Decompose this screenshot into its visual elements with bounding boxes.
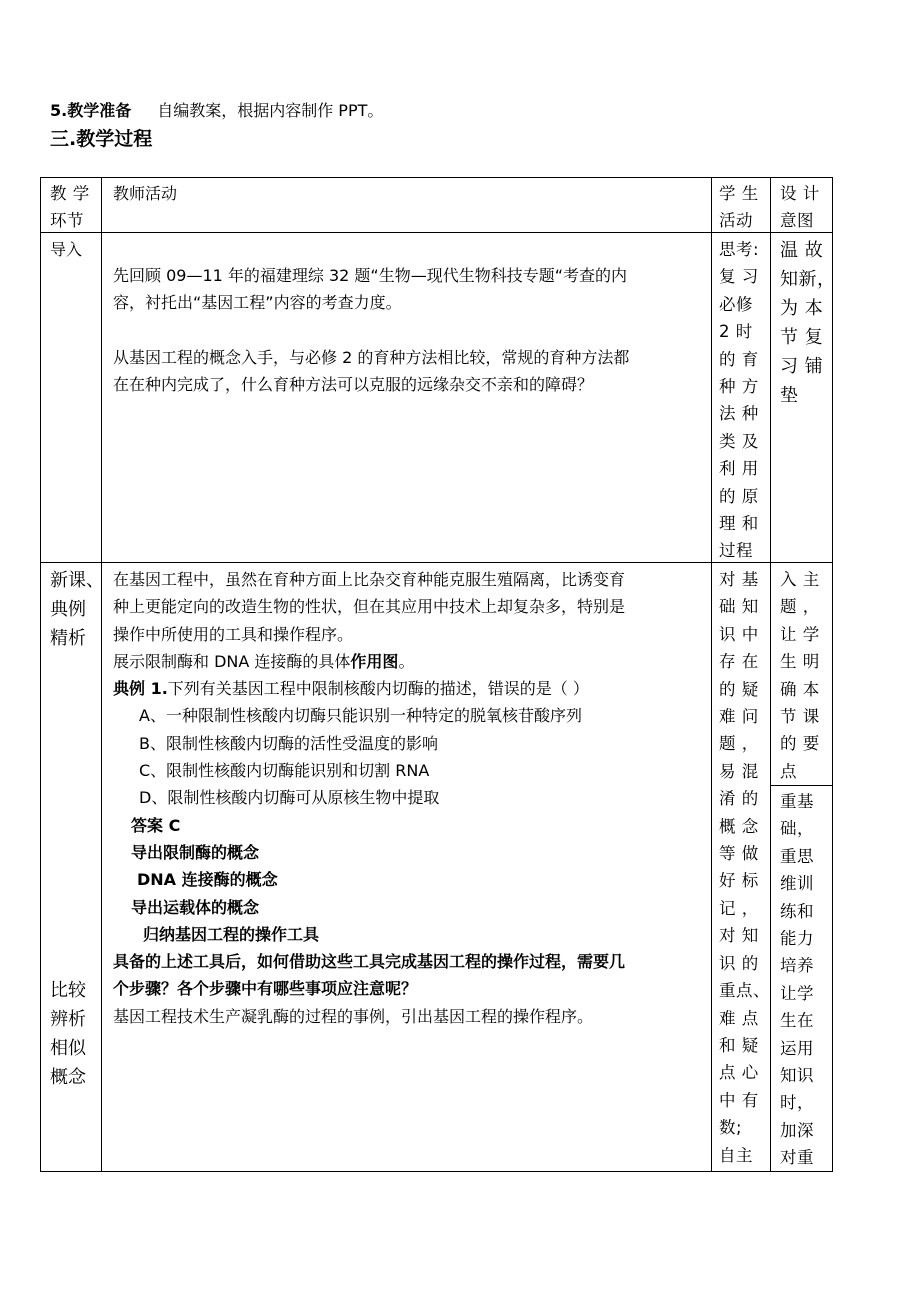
row1-section-label: 导入: [50, 240, 83, 259]
row1-design-text: 温 故 知新， 为 本 节 复 习 铺 垫: [780, 240, 836, 406]
example-question: 典例 1.下列有关基因工程中限制核酸内切酶的描述，错误的是（ ）: [113, 679, 589, 699]
teaching-prep-label: 5.教学准备: [50, 101, 132, 120]
row2-design-text-b: 重基 础， 重思 维训 练和 能力 培养 让学 生在 运用 知识 时， 加深 对重: [780, 792, 814, 1168]
section-title: 三.教学过程: [50, 128, 153, 150]
question-line: 具备的上述工具后，如何借助这些工具完成基因工程的操作过程，需要几: [113, 952, 626, 972]
row1-student-text: 思考: 复 习 必修 2 时 的 育 种 方 法 种 类 及 利 用 的 原 理 和 过程: [719, 240, 760, 561]
header-cell-teacher: [101, 177, 712, 233]
option-b: B、限制性核酸内切酶的活性受温度的影响: [139, 733, 438, 753]
intro-line: 操作中所使用的工具和操作程序。: [113, 624, 354, 644]
intro-line: 在基因工程中，虽然在育种方面上比杂交育种能克服生殖隔离，比诱变育: [113, 570, 626, 589]
lead-dna-ligase: DNA 连接酶的概念: [137, 870, 278, 890]
header-student-label: 学 生 活动: [719, 184, 759, 231]
row2-section-label-b: 比较 辨析 相似 概念: [50, 980, 86, 1088]
show-diagram-line: 展示限制酶和 DNA 连接酶的具体作用图。: [113, 651, 415, 671]
row1-teacher-text: 先回顾 09—11 年的福建理综 32 题“生物—现代生物科技专题“考查的内 容，衬托出“基因工程”内容的考查力度。 从基因工程的概念入手，与必修 2 的育种方法相比较，常规的育种方法都 在在种内完成了，什么育种方法可以克服的远缘杂交不亲和的障碍？: [113, 266, 630, 394]
row2-teacher-text: [113, 566, 709, 1030]
lead-vector: 导出运载体的概念: [131, 897, 260, 917]
teaching-prep-text: 自编教案，根据内容制作 PPT。: [157, 101, 384, 120]
option-d: D、限制性核酸内切酶可从原核生物中提取: [139, 788, 440, 808]
lead-restriction-enzyme: 导出限制酶的概念: [131, 842, 260, 862]
row2-section-label-a: 新课、 典例 精析: [50, 570, 104, 649]
row1-section-cell: [40, 232, 102, 563]
teaching-prep-line: [50, 98, 383, 121]
question-line: 个步骤？各个步骤中有哪些事项应注意呢？: [113, 979, 418, 999]
lead-tools-summary: 归纳基因工程的操作工具: [143, 924, 320, 944]
header-teacher-label: 教师活动: [113, 184, 178, 203]
row2-student-text: 对 基 础 知 识 中 存 在 的 疑 难 问 题 ， 易 混 淆 的 概 念 等 做 好 标 记 ， 对 知 识 的 重点、 难 点 和 疑 点 心 中 有 数; 自主: [719, 570, 770, 1165]
option-a: A、一种限制性核酸内切酶只能识别一种特定的脱氧核苷酸序列: [139, 706, 582, 726]
header-section-label: 教 学 环节: [50, 184, 90, 231]
header-design-label: 设 计 意图: [780, 184, 820, 231]
closing-line: 基因工程技术生产凝乳酶的过程的事例，引出基因工程的操作程序。: [113, 1006, 594, 1026]
row2-design-text-a: 入 主 题 ， 让 学 生 明 确 本 节 课 的 要 点: [780, 570, 820, 781]
option-c: C、限制性核酸内切酶能识别和切割 RNA: [139, 761, 430, 781]
answer-line: 答案 C: [131, 815, 181, 835]
intro-line: 种上更能定向的改造生物的性状，但在其应用中技术上却复杂多，特别是: [113, 597, 626, 617]
